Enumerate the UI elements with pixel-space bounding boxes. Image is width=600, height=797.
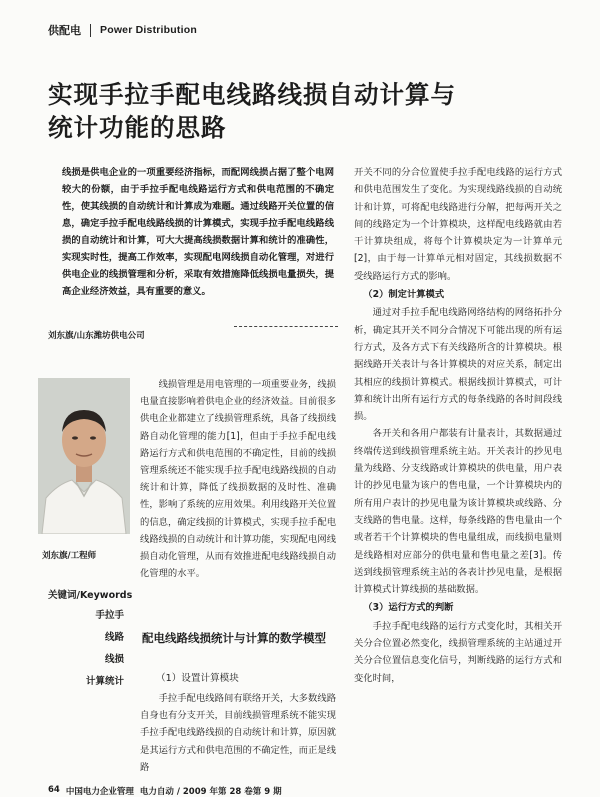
subsection-2-heading: （2）制定计算模式 bbox=[363, 289, 445, 301]
body-paragraph: 开关不同的分合位置使手拉手配电线路的运行方式和供电范围发生了变化。为实现线路线损的自动统计和计算，可将配电线路进行分解，把每两开关之间的线路定为一个计算模块，这样配电线路就由若干计算块组成，将每个计算模块定为一计算单元[2]，由于每一计算单元相对固定，其线损数据不受线路运行方式的影响。 bbox=[354, 167, 562, 282]
abstract-divider bbox=[234, 326, 338, 327]
journal-name: 中国电力企业管理 bbox=[65, 787, 134, 797]
header-divider bbox=[90, 24, 91, 37]
author-affiliation: 刘东旗/山东潍坊供电公司 bbox=[48, 331, 145, 341]
section-heading bbox=[142, 629, 338, 648]
author-photo-icon bbox=[38, 378, 130, 534]
abstract: 线损是供电企业的一项重要经济指标，而配网线损占据了整个电网较大的份额，由于手拉手配电线路运行方式和供电范围的不确定性，使其线损的自动统计和计算成为难题。通过线路开关位置的信息，确定手拉手配电线路线损的计算模式，实现手拉手配电线路线损的自动统计和计算，可大大提高线损数据计算和统计的准确性，实现实时性，提高工作效率，实现配电网线损自动化管理，对进行供电企业的线损管理和分析，采取有效措施降低线损电量损失，提高企业经济效益，具有重要的意义。 bbox=[62, 167, 334, 297]
page-number: 64 bbox=[48, 785, 60, 795]
title-line-1: 实现手拉手配电线路线损自动计算与 bbox=[48, 80, 456, 109]
section-label-cn: 供配电 bbox=[48, 24, 81, 37]
keywords-list bbox=[50, 605, 124, 693]
page-footer bbox=[48, 785, 282, 797]
section-label-en: Power Distribution bbox=[100, 24, 197, 36]
keywords-title: 关键词/Keywords bbox=[48, 590, 133, 601]
body-paragraph: 手拉手配电线路的运行方式变化时，其相关开关分合位置必然变化，线损管理系统的主站通过开关分合位置信息变化信号，判断线路的运行方式和变化时间， bbox=[354, 620, 562, 684]
keyword: 手拉手 bbox=[95, 610, 124, 621]
keyword: 线路 bbox=[104, 632, 124, 643]
subsection-1-heading: （1）设置计算模块 bbox=[156, 673, 239, 684]
keyword: 计算统计 bbox=[85, 676, 124, 687]
intro-paragraph: 线损管理是用电管理的一项重要业务，线损电量直接影响着供电企业的经济效益。目前很多供电企业都建立了线损管理系统，具备了线损线路自动化管理的能力[1]，但由于手拉手配电线路运行方式和供电范围的不确定性，目前的线损管理系统还不能实现手拉手配电线路线损的自动统计和计算，降低了线损数据的及时性、准确性，影响了系统的应用效果。利用线路开关位置的信息，确定线损的计算模式，实现手拉手配电线路线损的自动统计和计算功能，实现配电网线损自动化管理，从而有效推进配电线路线损自动化管理的水平。 bbox=[140, 379, 336, 580]
right-column bbox=[354, 164, 562, 687]
running-header bbox=[48, 22, 197, 38]
article-title bbox=[48, 78, 568, 144]
keyword: 线损 bbox=[104, 654, 124, 665]
subsection-3-heading: （3）运行方式的判断 bbox=[363, 602, 454, 614]
title-line-2: 统计功能的思路 bbox=[48, 113, 227, 142]
body-paragraph: 通过对手拉手配电线路网络结构的网络拓扑分析，确定其开关不同分合情况下可能出现的所有运行方式，及各方式下有关线路所含的计算模块。根据线路开关表计与各计算模块的对应关系，制定出其相应的线损计算模式。根据线损计算模式，可计算和统计出所有运行方式的每条线路的各时间段线损。 bbox=[354, 307, 562, 423]
photo-caption: 刘东旗/工程师 bbox=[42, 551, 97, 561]
subsection-1-text: 手拉手配电线路间有联络开关，大多数线路自身也有分支开关，目前线损管理系统不能实现手拉手配电线路线损的自动统计和计算，原因就是其运行方式和供电范围的不确定性，而正是线路 bbox=[140, 693, 336, 773]
body-paragraph: 各开关和各用户都装有计量表计，其数据通过终端传送到线损管理系统主站。开关表计的抄见电量为线路、分支线路或计算模块的供电量，用户表计的抄见电量为该户的售电量，一个计算模块内的所有用户表计的抄见电量为该计算模块或线路、分支线路的售电量。这样，每条线路的售电量由一个或者若干个计算模块的售电量组成，而线损电量则是线路相对应部分的供电量和售电量之差[3]。传送到线损管理系统主站的各表计抄见电量，是根据计算模式计算线损的基础数据。 bbox=[354, 428, 562, 596]
issue-info: 电力自动 / 2009 年第 28 卷第 9 期 bbox=[139, 787, 282, 797]
section-1-title: 配电线路线损统计与计算的数学模型 bbox=[142, 631, 326, 645]
